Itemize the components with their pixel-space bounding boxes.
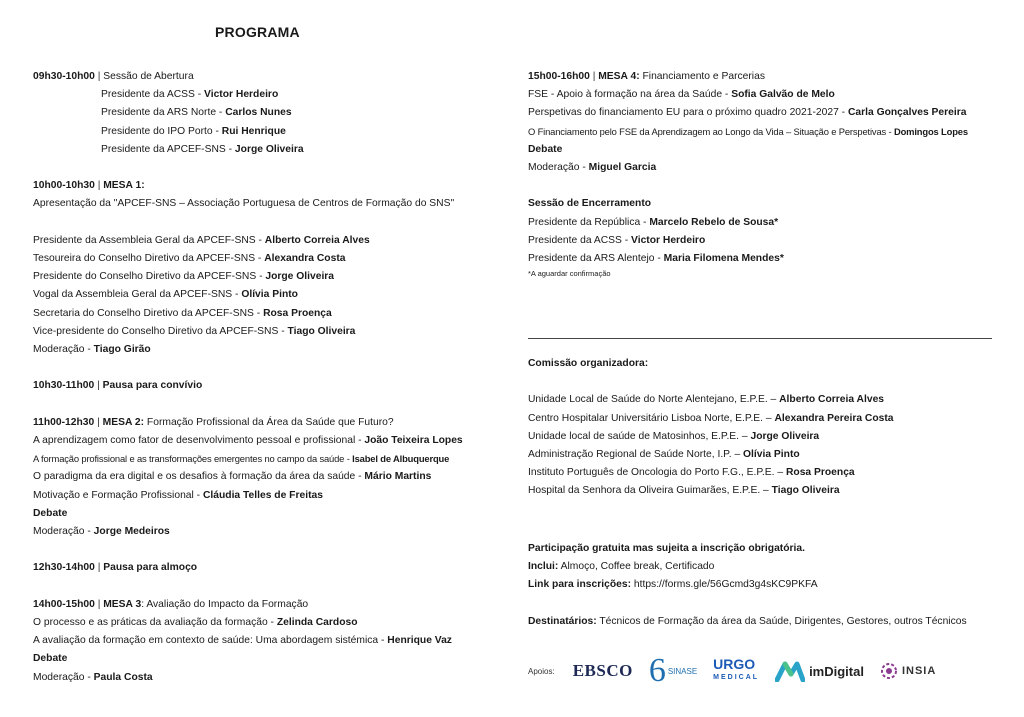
speaker-name: Carla Gonçalves Pereira: [847, 107, 967, 119]
organizing-committee: [528, 355, 998, 501]
institution-name: Administração Regional de Saúde Norte, I.P. –: [528, 449, 744, 460]
line-text: Vogal da Assembleia Geral da APCEF-SNS -: [33, 289, 242, 301]
program-line: [33, 323, 503, 341]
line-text: O processo e as práticas da avaliação da formação -: [33, 617, 277, 628]
sponsors-bar: [528, 651, 988, 691]
program-line: [528, 141, 998, 159]
member-name: Alberto Correia Alves: [779, 394, 885, 406]
session-time: 09h30-10h00: [33, 71, 95, 82]
line-text: Sessão de Abertura: [103, 71, 194, 82]
time-separator: |: [94, 380, 103, 392]
program-session-line: [33, 68, 503, 86]
time-separator: |: [589, 71, 599, 82]
program-line: [33, 250, 503, 268]
session-time: 15h00-16h00: [528, 71, 590, 82]
audience-text: Técnicos de Formação da área da Saúde, Dirigentes, Gestores, outros Técnicos: [596, 615, 967, 627]
sinase-logo: [649, 654, 697, 688]
audience-label: Destinatários:: [528, 615, 597, 627]
speaker-name: Jorge Oliveira: [265, 271, 335, 283]
line-text: FSE - Apoio à formação na área da Saúde -: [528, 89, 732, 101]
line-text: O Financiamento pelo FSE da Aprendizagem ao Longo da Vida – Situação e Perspetivas -: [528, 125, 894, 137]
line-text: Presidente da Assembleia Geral da APCEF-SNS -: [33, 234, 265, 246]
line-text: Moderação -: [33, 671, 94, 683]
session-time: 11h00-12h30: [33, 416, 95, 428]
program-session-line: [33, 559, 503, 577]
line-text: A aprendizagem como fator de desenvolvimento pessoal e profissional -: [33, 435, 365, 446]
insia-mark-icon: [880, 662, 898, 680]
section-divider: [528, 338, 992, 339]
organizing-item: [528, 391, 998, 409]
program-session-line: [528, 68, 998, 86]
line-text: Presidente da ARS Norte -: [101, 107, 226, 119]
line-text: Presidente do IPO Porto -: [101, 125, 222, 137]
speaker-name: Victor Herdeiro: [204, 89, 279, 101]
session-label: MESA 4:: [598, 71, 640, 82]
member-name: Alexandra Pereira Costa: [774, 412, 894, 424]
line-text: Presidente da República -: [528, 216, 650, 228]
line-text: Presidente do Conselho Diretivo da APCEF-SNS -: [33, 271, 266, 283]
program-session-line: [33, 414, 503, 432]
program-line: [33, 86, 503, 104]
program-line: [33, 487, 503, 505]
speaker-name: Maria Filomena Mendes*: [663, 253, 784, 265]
session-topic: : Avaliação do Impacto da Formação: [141, 598, 309, 610]
line-text: Moderação -: [33, 526, 94, 538]
speaker-name: Miguel Garcia: [588, 162, 657, 174]
speaker-name: Zelinda Cardoso: [276, 617, 358, 628]
organizing-item: [528, 446, 998, 464]
session-label: MESA 2:: [102, 416, 145, 428]
session-label: Pausa para convívio: [102, 380, 203, 392]
line-text: Moderação -: [528, 162, 589, 174]
line-text: Presidente da ARS Alentejo -: [528, 253, 664, 265]
institution-name: Hospital da Senhora da Oliveira Guimarães, E.P.E. –: [528, 485, 772, 497]
speaker-name: Isabel de Albuquerque: [352, 453, 450, 465]
spacer: [528, 177, 998, 195]
program-line: [33, 632, 503, 650]
speaker-name: Rosa Proença: [263, 307, 332, 319]
speaker-name: Mário Martins: [364, 471, 432, 483]
speaker-name: Domingos Lopes: [893, 125, 968, 137]
program-line: [33, 614, 503, 632]
program-line: [33, 432, 503, 450]
line-text: *A aguardar confirmação: [528, 269, 611, 279]
program-line: [33, 523, 503, 541]
registration-link[interactable]: https://forms.gle/56Gcmd3g4sKC9PKFA: [631, 579, 818, 591]
participation-info: [528, 540, 998, 631]
program-line: [33, 268, 503, 286]
spacer: [33, 359, 503, 377]
speaker-name: Sofia Galvão de Melo: [731, 89, 835, 101]
program-line: [528, 232, 998, 250]
organizing-heading: Comissão organizadora:: [528, 358, 649, 369]
line-text: Perspetivas do financiamento EU para o próximo quadro 2021-2027 -: [528, 107, 848, 119]
line-text: Tesoureira do Conselho Diretivo da APCEF-SNS -: [33, 253, 265, 264]
session-topic: Financiamento e Parcerias: [639, 71, 765, 82]
program-line: [33, 468, 503, 486]
organizing-item: [528, 482, 998, 500]
imdigital-logo-text: imDigital: [809, 663, 864, 679]
organizing-item: [528, 410, 998, 428]
program-line: [33, 141, 503, 159]
member-name: Tiago Oliveira: [771, 485, 840, 497]
line-text: Motivação e Formação Profissional -: [33, 489, 203, 501]
speaker-name: Tiago Girão: [93, 344, 151, 356]
sinase-logo-mark: 6: [648, 652, 666, 689]
time-separator: |: [94, 598, 104, 610]
time-separator: |: [94, 71, 104, 82]
program-left-column: [33, 68, 503, 687]
time-separator: |: [94, 416, 103, 428]
session-time: 10h00-10h30: [33, 180, 95, 192]
institution-name: Instituto Português de Oncologia do Porto F.G., E.P.E. –: [528, 467, 786, 479]
speaker-name: Tiago Oliveira: [287, 325, 356, 337]
urgo-logo-subtext: MEDICAL: [713, 674, 760, 681]
program-line: [528, 123, 998, 141]
line-text: O paradigma da era digital e os desafios à formação da área da saúde -: [33, 471, 365, 483]
session-label: MESA 3: [103, 598, 142, 610]
page-title: PROGRAMA: [215, 24, 300, 40]
line-text: Presidente da ACSS -: [528, 234, 632, 246]
institution-name: Unidade Local de Saúde do Norte Alentejano, E.P.E. –: [528, 394, 780, 406]
time-separator: |: [94, 180, 104, 192]
spacer: [33, 541, 503, 559]
speaker-name: Olívia Pinto: [241, 289, 298, 301]
line-text: A formação profissional e as transformações emergentes no campo da saúde -: [33, 453, 353, 465]
time-separator: |: [94, 562, 104, 574]
member-name: Jorge Oliveira: [750, 430, 820, 442]
speaker-name: Marcelo Rebelo de Sousa*: [649, 216, 779, 228]
organizing-list: [528, 391, 998, 500]
program-line: [33, 505, 503, 523]
program-line: [33, 450, 503, 468]
speaker-name: Jorge Medeiros: [93, 526, 170, 538]
ebsco-logo: EBSCO: [572, 661, 633, 680]
spacer: [33, 214, 503, 232]
includes-text: Almoço, Coffee break, Certificado: [558, 561, 715, 573]
participation-heading: Participação gratuita mas sujeita a inscrição obrigatória.: [528, 543, 805, 554]
includes-label: Inclui:: [528, 561, 559, 573]
session-label: MESA 1:: [103, 180, 145, 192]
line-text: Vice-presidente do Conselho Diretivo da APCEF-SNS -: [33, 325, 288, 337]
line-text: Moderação -: [33, 344, 94, 356]
program-line: [33, 195, 503, 213]
spacer: [33, 396, 503, 414]
program-line: [33, 669, 503, 687]
program-line: [528, 195, 998, 213]
speaker-name: Debate: [33, 653, 68, 665]
urgo-medical-logo: [713, 657, 759, 685]
session-topic: Formação Profissional da Área da Saúde que Futuro?: [144, 416, 394, 428]
institution-name: Unidade local de saúde de Matosinhos, E.P.E. –: [528, 430, 751, 442]
speaker-name: Sessão de Encerramento: [528, 198, 652, 210]
line-text: Secretaria do Conselho Diretivo da APCEF-SNS -: [33, 307, 264, 319]
program-line: [528, 268, 998, 280]
program-line: [33, 232, 503, 250]
insia-logo-text: INSIA: [901, 665, 937, 677]
program-right-column: [528, 68, 998, 280]
speaker-name: Henrique Vaz: [387, 635, 452, 647]
sponsors-label: Apoios:: [528, 666, 555, 676]
program-line: [33, 123, 503, 141]
line-text: Presidente da ACSS -: [101, 89, 205, 101]
speaker-name: Alexandra Costa: [264, 253, 346, 264]
imdigital-mark-icon: [775, 660, 805, 682]
spacer: [33, 578, 503, 596]
spacer: [33, 159, 503, 177]
program-session-line: [33, 596, 503, 614]
speaker-name: Alberto Correia Alves: [264, 234, 370, 246]
program-line: [33, 650, 503, 668]
program-line: [528, 250, 998, 268]
speaker-name: Victor Herdeiro: [631, 234, 706, 246]
program-line: [528, 104, 998, 122]
speaker-name: Debate: [33, 507, 68, 519]
imdigital-logo: [775, 660, 864, 682]
session-label: Pausa para almoço: [103, 562, 198, 574]
link-label: Link para inscrições:: [528, 579, 632, 591]
speaker-name: Carlos Nunes: [225, 107, 292, 119]
program-line: [528, 214, 998, 232]
urgo-logo-text: URGO: [713, 656, 756, 672]
member-name: Rosa Proença: [785, 467, 855, 479]
speaker-name: Paula Costa: [93, 671, 153, 683]
member-name: Olívia Pinto: [743, 449, 800, 460]
institution-name: Centro Hospitalar Universitário Lisboa Norte, E.P.E. –: [528, 412, 775, 424]
program-session-line: [33, 377, 503, 395]
speaker-name: João Teixeira Lopes: [364, 435, 463, 446]
organizing-item: [528, 428, 998, 446]
line-text: Presidente da APCEF-SNS -: [101, 143, 235, 155]
speaker-name: Rui Henrique: [221, 125, 286, 137]
session-time: 10h30-11h00: [33, 380, 95, 392]
program-line: [33, 286, 503, 304]
speaker-name: Cláudia Telles de Freitas: [202, 489, 323, 501]
program-line: [33, 341, 503, 359]
program-line: [33, 305, 503, 323]
session-time: 14h00-15h00: [33, 598, 95, 610]
speaker-name: Jorge Oliveira: [234, 143, 304, 155]
session-time: 12h30-14h00: [33, 562, 95, 574]
line-text: A avaliação da formação em contexto de saúde: Uma abordagem sistémica -: [33, 635, 388, 647]
insia-logo: [880, 662, 936, 680]
line-text: Apresentação da "APCEF-SNS – Associação Portuguesa de Centros de Formação do SNS": [33, 198, 455, 210]
sinase-logo-text: SINASE: [667, 666, 698, 676]
speaker-name: Debate: [528, 143, 563, 155]
program-line: [528, 86, 998, 104]
program-line: [528, 159, 998, 177]
program-session-line: [33, 177, 503, 195]
organizing-item: [528, 464, 998, 482]
program-line: [33, 104, 503, 122]
